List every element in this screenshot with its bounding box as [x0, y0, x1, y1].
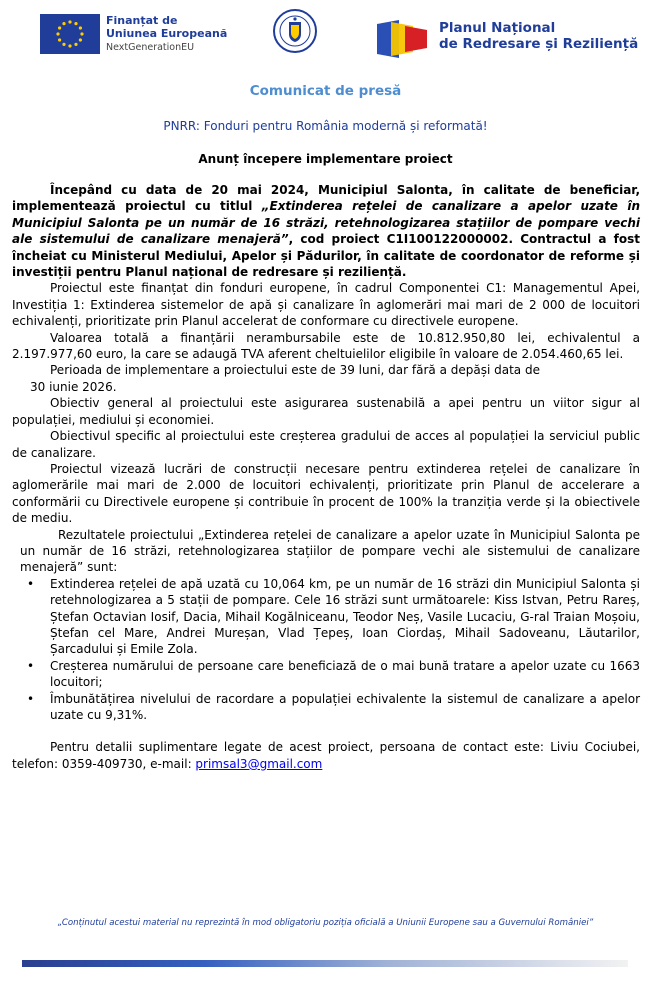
eu-funding-label	[106, 14, 227, 54]
press-release-subtitle: PNRR: Fonduri pentru România modernă și reformată!	[163, 119, 488, 133]
value-paragraph: Valoarea totală a finanțării nerambursabile este de 10.812.950,80 lei, echivalentul a 2.197.977,60 euro, la care se adaugă TVA aferent cheltuielilor eligibile în valoare de 2.054.460,65 lei.	[12, 330, 640, 362]
period-paragraph	[12, 362, 640, 395]
lead-text-end: , cod proiect C1I100122000002. Contractul a fost încheiat cu Ministerul Mediului, Apelor și Pădurilor, în calitate de coordonator de reforme și investiții pentru Planul național de redresare și reziliență.	[12, 232, 641, 280]
works-paragraph: Proiectul vizează lucrări de construcții necesare pentru extinderea rețelei de canalizare în aglomerările mai mari de 2.000 de locuitori echivalenți, prioritizate prin Planul de accelerare a conformării cu Directivele europene și contribuie în procent de 100% la tranziția verde și la obiectivele de mediu.	[12, 461, 640, 526]
bullet-icon: •	[27, 658, 35, 673]
footer-gradient-bar	[22, 960, 628, 967]
lead-text-start: Începând cu data de 20 mai 2024, Municipiul Salonta, în calitate de beneficiar, implementează proiectul cu titlul	[12, 183, 640, 214]
results-list	[12, 576, 640, 724]
contact-text: Pentru detalii suplimentare legate de acest proiect, persoana de contact este: Liviu Cociubei, telefon: 0359-409730, e-mail:	[12, 740, 640, 771]
funding-paragraph: Proiectul este finanțat din fonduri europene, în cadrul Componentei C1: Managementul Apei, Investiția 1: Extinderea sistemelor de apă și canalizare în aglomerări mai mari de 2 000 de locuitori echivalenți, prioritizate prin Planul accelerat de conformare cu directivele europene.	[12, 281, 640, 329]
eu-line2: Uniunea Europeană	[106, 27, 228, 40]
pnrr-title	[439, 20, 651, 52]
contact-email-link[interactable]: primsal3@gmail.com	[195, 756, 323, 771]
eu-flag-logo	[40, 14, 100, 54]
pnrr-emblem-icon	[377, 20, 429, 58]
period-line2: 30 iunie 2026.	[30, 379, 117, 394]
announcement-heading: Anunț începere implementare proiect	[198, 152, 453, 166]
eu-line3: NextGenerationEU	[106, 42, 195, 53]
results-paragraph: Rezultatele proiectului „Extinderea rețelei de canalizare a apelor uzate în Municipiul Salonta pe un număr de 16 străzi, retehnologizarea stațiilor de pompare vechi ale sistemului de canalizare menajeră” sunt:	[20, 527, 640, 575]
list-item-text: Îmbunătățirea nivelului de racordare a populației echivalente la sistemul de canalizare a apelor uzate cu 9,31%.	[50, 691, 640, 722]
contact-paragraph	[12, 739, 640, 772]
press-release-body	[12, 182, 640, 772]
bullet-icon: •	[27, 691, 35, 706]
page-header	[0, 8, 651, 60]
list-item	[12, 576, 640, 658]
lead-paragraph	[12, 182, 640, 280]
period-line1: Perioada de implementare a proiectului este de 39 luni, dar fără a depăși data de	[50, 363, 540, 378]
list-item	[12, 658, 640, 691]
bullet-icon: •	[27, 576, 35, 591]
project-title: „Extinderea rețelei de canalizare a apelor uzate în Municipiul Salonta pe un număr de 16 străzi, retehnologizarea stațiilor de pompare vechi ale sistemului de canalizare menajeră”	[12, 199, 640, 247]
specific-objective-paragraph: Obiectivul specific al proiectului este creșterea gradului de acces al populației la serviciul public de canalizare.	[12, 429, 640, 460]
eu-line1: Finanțat de	[106, 14, 178, 27]
general-objective-paragraph: Obiectiv general al proiectului este asigurarea sustenabilă a apei pentru un viitor sigur al populației, mediului și economiei.	[12, 396, 640, 427]
press-release-title: Comunicat de presă	[249, 83, 402, 99]
list-item-text: Creșterea numărului de persoane care beneficiază de o mai bună tratare a apelor uzate cu 1663 locuitori;	[50, 658, 640, 690]
pnrr-line2: de Redresare și Reziliență	[439, 36, 639, 52]
list-item-text: Extinderea rețelei de apă uzată cu 10,064 km, pe un număr de 16 străzi din Municipiul Salonta și retehnologizarea a 5 stații de pompare. Cele 16 străzi sunt următoarele: Kiss Istvan, Petru Rareș, Ștefan Octavian Iosif, Dacia, Mihail Kogălniceanu, Teodor Neș, Vasile Lucaciu, G-ral Traian Moșoiu, Ștefan cel Mare, Andrei Mureșan, Vlad Țepeș, Ioan Ciordaș, Mihail Sadoveanu, Lăutarilor, Șarcadului și Emile Zola.	[50, 576, 640, 657]
list-item	[12, 691, 640, 724]
pnrr-line1: Planul Național	[439, 20, 556, 36]
romanian-government-seal	[272, 8, 318, 54]
disclaimer-note: „Conținutul acestui material nu reprezintă în mod obligatoriu poziția oficială a Uniunii Europene sau a Guvernului României”	[57, 918, 594, 928]
